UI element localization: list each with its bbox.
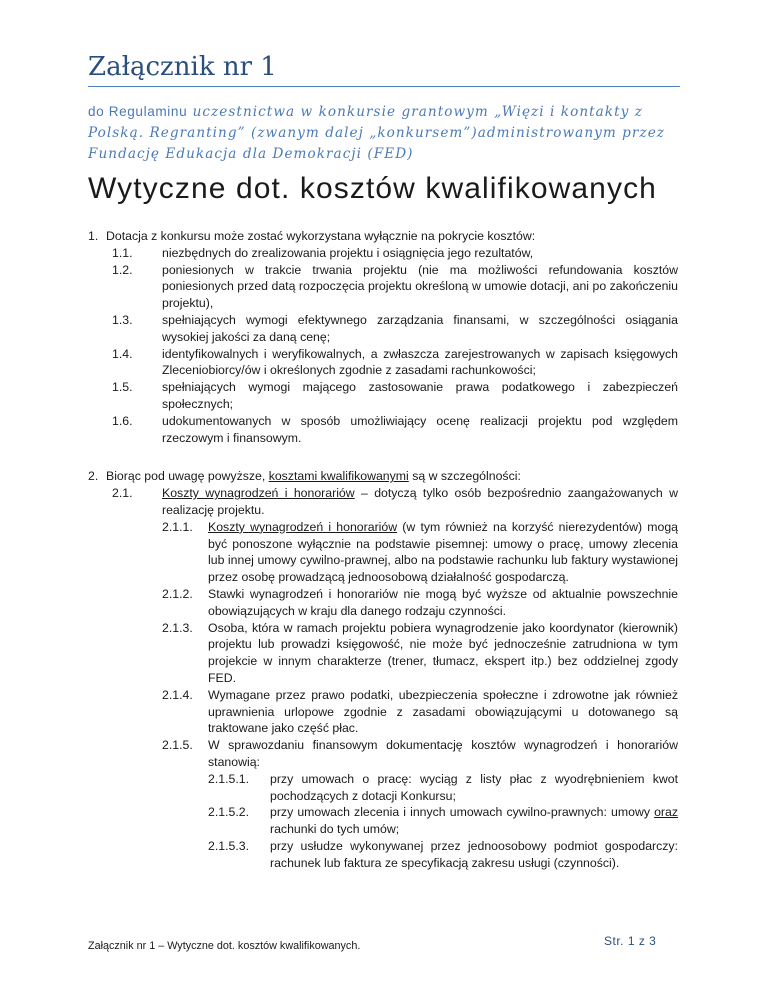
text-run: – dotyczą tylko osób bezpośrednio zaangażowanych w realizację projektu. <box>162 486 678 517</box>
section-spacer <box>88 446 678 468</box>
list-item <box>88 804 678 838</box>
item-number: 1.4. <box>112 346 133 361</box>
list-item <box>88 687 678 737</box>
document-body <box>88 228 678 871</box>
item-text: spełniających wymogi mającego zastosowanie prawa podatkowego i zabezpieczeń społecznych; <box>162 380 678 411</box>
item-text: przy usłudze wykonywanej przez jednoosobowy podmiot gospodarczy: rachunek lub faktura ze specyfikacją zakresu usługi (czynności). <box>270 838 678 870</box>
list-item <box>88 245 678 262</box>
text-run: rachunki do tych umów; <box>270 822 400 837</box>
list-item <box>88 519 678 586</box>
item-number: 1.2. <box>112 262 133 277</box>
item-text: poniesionych w trakcie trwania projektu (nie ma możliwości refundowania kosztów poniesionych przed datą rozpoczęcia projektu określoną w umowie dotacji, ani po zakończeniu projektu), <box>162 262 678 311</box>
item-text <box>208 519 678 586</box>
item-number: 2.1.5.2. <box>208 805 250 820</box>
section-text: Dotacja z konkursu może zostać wykorzystana wyłącznie na pokrycie kosztów: <box>106 229 536 243</box>
section-1 <box>88 228 678 245</box>
item-number: 2.1. <box>112 486 133 501</box>
item-number: 1.3. <box>112 312 133 327</box>
item-number: 2.1.1. <box>162 519 193 534</box>
underlined-term: Koszty wynagrodzeń i honorariów <box>162 486 355 501</box>
item-number: 2.1.2. <box>162 586 193 601</box>
item-text: Wymagane przez prawo podatki, ubezpieczenia społeczne i zdrowotne jak również uprawnienia urlopowe zgodnie z zasadami obowiązującymi u dotowanego są traktowane jako część płac. <box>208 687 678 736</box>
text-run: (w tym również na korzyść nierezydentów) mogą być ponoszone wyłącznie na podstawie pisemnej: umowy o pracę, umowy zlecenia lub innej umowy cywilno-prawnej, albo na podstawie rachunku lub faktury wystawionej przez osobę prowadzącą jednoosobową działalność gospodarczą. <box>208 519 678 585</box>
item-text: Stawki wynagrodzeń i honorariów nie mogą być wyższe od aktualnie powszechnie obowiązujących w kraju dla danego rodzaju czynności. <box>208 586 678 618</box>
subtitle-rest: uczestnictwa w konkursie grantowym „Więzi i kontakty z Polską. Regranting” (zwanym dalej „konkursem”)administrowanym przez Fundację Edukacja dla Demokracji (FED) <box>88 104 665 162</box>
item-number: 1.5. <box>112 380 133 395</box>
item-text: przy umowach o pracę: wyciąg z listy płac z wyodrębnieniem kwot pochodzących z dotacji Konkursu; <box>270 771 678 803</box>
item-text: W sprawozdaniu finansowym dokumentację kosztów wynagrodzeń i honorariów stanowią: <box>208 738 678 769</box>
list-item <box>88 262 678 312</box>
footer-title: Załącznik nr 1 – Wytyczne dot. kosztów kwalifikowanych. <box>88 940 361 952</box>
section-number: 1. <box>88 229 99 243</box>
item-number: 1.1. <box>112 245 133 260</box>
list-item <box>88 485 678 519</box>
item-text: identyfikowalnych i weryfikowalnych, a zwłaszcza zarejestrowanych w zapisach księgowych Zleceniobiorcy/ów i określonych zgodnie z zasadami rachunkowości; <box>162 346 678 378</box>
list-item <box>88 413 678 447</box>
list-item <box>88 312 678 346</box>
list-item <box>88 346 678 380</box>
item-text: udokumentowanych w sposób umożliwiający ocenę realizacji projektu pod względem rzeczowym i finansowym. <box>162 413 678 445</box>
item-number: 2.1.4. <box>162 687 193 702</box>
page-number: Str. 1 z 3 <box>604 934 657 948</box>
section-2 <box>88 468 678 485</box>
section-text <box>106 468 678 485</box>
section-number: 2. <box>88 469 99 484</box>
list-item <box>88 838 678 872</box>
list-item <box>88 620 678 687</box>
text-run: przy umowach zlecenia i innych umowach cywilno-prawnych: umowy <box>270 805 655 820</box>
text-run: są w szczególności: <box>408 469 521 484</box>
item-number: 2.1.5.1. <box>208 771 250 786</box>
item-text: spełniających wymogi efektywnego zarządzania finansami, w szczególności osiągania wysokiej jakości za daną cenę; <box>162 312 678 344</box>
main-title: Wytyczne dot. kosztów kwalifikowanych <box>88 172 657 205</box>
list-item <box>88 771 678 805</box>
list-item <box>88 379 678 413</box>
item-text <box>162 485 678 519</box>
underlined-term: Koszty wynagrodzeń i honorariów <box>208 519 398 534</box>
item-text: Osoba, która w ramach projektu pobiera wynagrodzenie jako koordynator (kierownik) projektu lub prowadzi księgowość, nie może być jednocześnie zatrudniona w tym projekcie w innym charakterze (trener, tłumacz, ekspert itp.) bez oddzielnej zgody FED. <box>208 620 678 685</box>
underlined-term: oraz <box>654 805 678 820</box>
item-number: 1.6. <box>112 413 133 428</box>
list-item <box>88 737 678 771</box>
list-item <box>88 586 678 620</box>
text-run: Biorąc pod uwagę powyższe, <box>106 469 269 484</box>
item-number: 2.1.5.3. <box>208 838 250 853</box>
title-divider <box>88 86 680 87</box>
item-number: 2.1.3. <box>162 620 193 635</box>
underlined-term: kosztami kwalifikowanymi <box>268 469 409 484</box>
item-text <box>270 804 678 838</box>
item-text: niezbędnych do zrealizowania projektu i osiągnięcia jego rezultatów, <box>162 245 534 260</box>
annex-title: Załącznik nr 1 <box>88 52 277 82</box>
subtitle-lead: do Regulaminu <box>88 104 188 119</box>
item-number: 2.1.5. <box>162 738 193 753</box>
annex-subtitle <box>88 101 688 165</box>
